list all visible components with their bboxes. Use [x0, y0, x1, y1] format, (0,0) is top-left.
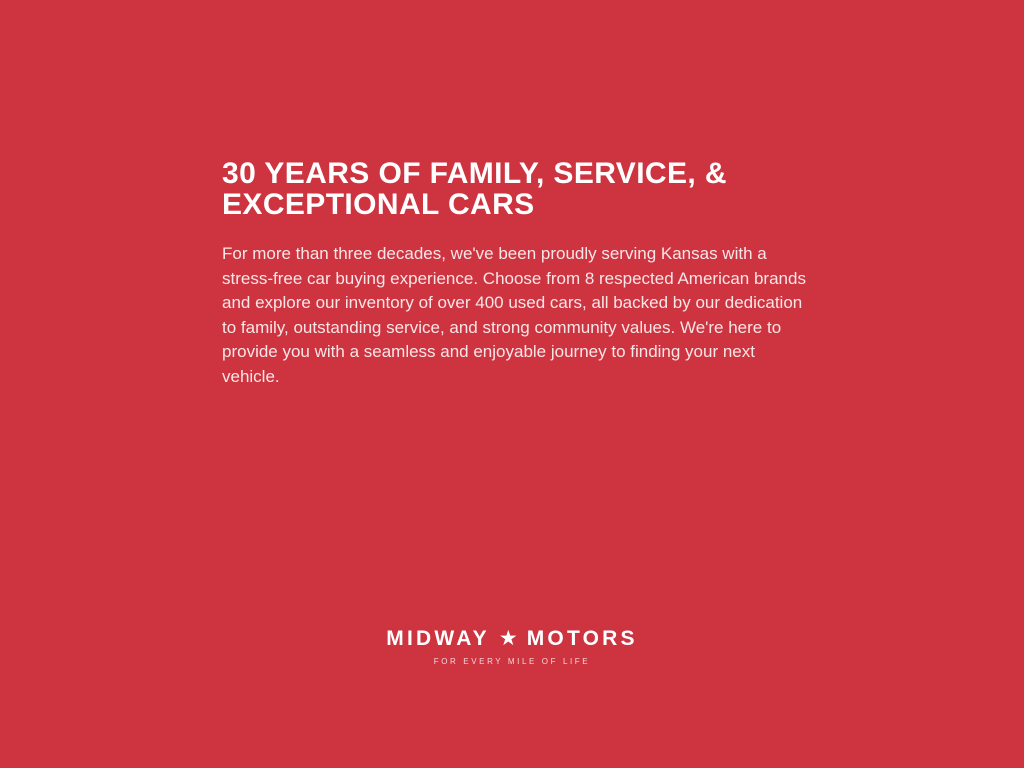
brand-logo: [0, 628, 1024, 667]
logo-wordmark: [386, 628, 637, 650]
hero-body-text: For more than three decades, we've been proudly serving Kansas with a stress-free car buying experience. Choose from 8 respected American brands and explore our inventory of over 400 used cars, all backed by our dedication to family, outstanding service, and strong community values. We're here to provide you with a seamless and enjoyable journey to finding your next vehicle.: [222, 244, 806, 386]
star-icon: ★: [498, 626, 518, 650]
logo-word-motors: MOTORS: [526, 627, 638, 650]
logo-tagline: FOR EVERY MILE OF LIFE: [433, 657, 591, 666]
hero-text-block: [222, 158, 822, 389]
page-title: 30 YEARS OF FAMILY, SERVICE, & EXCEPTIONAL CARS: [222, 157, 727, 221]
logo-word-midway: MIDWAY: [386, 627, 490, 650]
